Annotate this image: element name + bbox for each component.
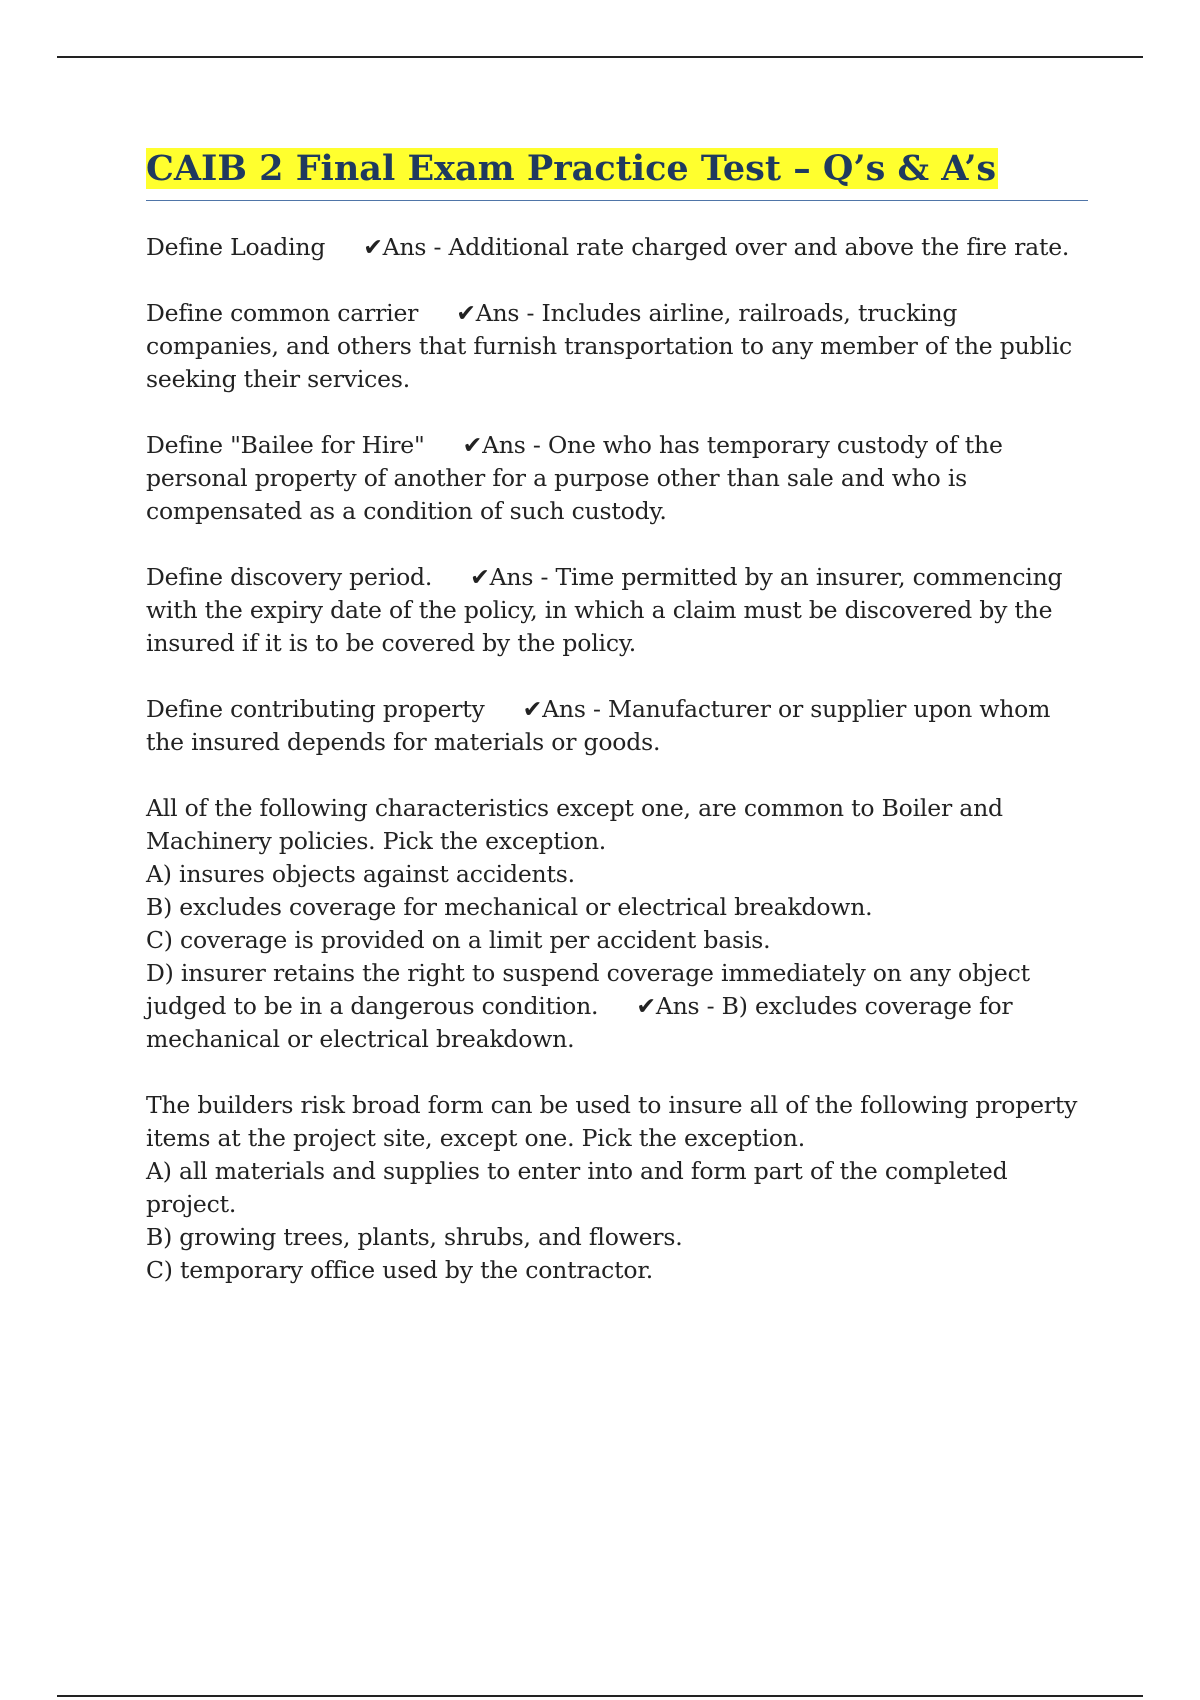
answer-text: One who has temporary custody of the personal property of another for a purpose other than sale and who is compensated as a condition of such custody. [146, 431, 1003, 525]
qa-item [146, 429, 1091, 528]
qa-item [146, 561, 1091, 660]
qa-item [146, 693, 1091, 759]
qa-item [146, 297, 1091, 396]
question-text: Define common carrier [146, 299, 419, 327]
answer-marker: ✔Ans - [363, 233, 449, 261]
question-text: Define "Bailee for Hire" [146, 431, 425, 459]
mc-option: C) coverage is provided on a limit per accident basis. [146, 926, 771, 954]
top-rule [57, 56, 1143, 58]
mc-question-stem: All of the following characteristics except one, are common to Boiler and Machinery policies. Pick the exception. [146, 794, 1003, 855]
document-title [146, 144, 1091, 194]
document-content [146, 144, 1091, 1287]
mc-option: A) all materials and supplies to enter into and form part of the completed project. [146, 1157, 1008, 1218]
question-text: Define Loading [146, 233, 326, 261]
mc-option: D) insurer retains the right to suspend coverage immediately on any object judged to be in a dangerous condition. [146, 959, 1030, 1020]
answer-marker: ✔Ans - [522, 695, 608, 723]
document-body [146, 231, 1091, 1287]
answer-text: Time permitted by an insurer, commencing with the expiry date of the policy, in which a claim must be discovered by the insured if it is to be covered by the policy. [146, 563, 1063, 657]
answer-marker: ✔Ans - [456, 299, 542, 327]
qa-item [146, 231, 1091, 264]
answer-text: Additional rate charged over and above the fire rate. [448, 233, 1070, 261]
mc-option: A) insures objects against accidents. [146, 860, 575, 888]
mc-option: B) growing trees, plants, shrubs, and flowers. [146, 1223, 683, 1251]
mc-option: B) excludes coverage for mechanical or electrical breakdown. [146, 893, 873, 921]
mc-option: C) temporary office used by the contractor. [146, 1256, 654, 1284]
answer-text: B) excludes coverage for mechanical or electrical breakdown. [146, 992, 1013, 1053]
mc-options [146, 1155, 1091, 1287]
answer-marker: ✔Ans - [470, 563, 556, 591]
bottom-rule [57, 1695, 1143, 1697]
answer-marker: ✔Ans - [636, 992, 722, 1020]
question-text: Define contributing property [146, 695, 485, 723]
answer-marker: ✔Ans - [462, 431, 548, 459]
answer-text: Manufacturer or supplier upon whom the insured depends for materials or goods. [146, 695, 1051, 756]
title-highlight: CAIB 2 Final Exam Practice Test – Q’s & A’s [146, 148, 997, 189]
mc-question-stem: The builders risk broad form can be used to insure all of the following property items at the project site, except one. Pick the exception. [146, 1091, 1078, 1152]
answer-text: Includes airline, railroads, trucking companies, and others that furnish transportation to any member of the public seeking their services. [146, 299, 1072, 393]
mc-option-with-answer [146, 957, 1091, 1056]
mc-options [146, 858, 1091, 1056]
title-underline [146, 200, 1088, 201]
question-text: Define discovery period. [146, 563, 433, 591]
